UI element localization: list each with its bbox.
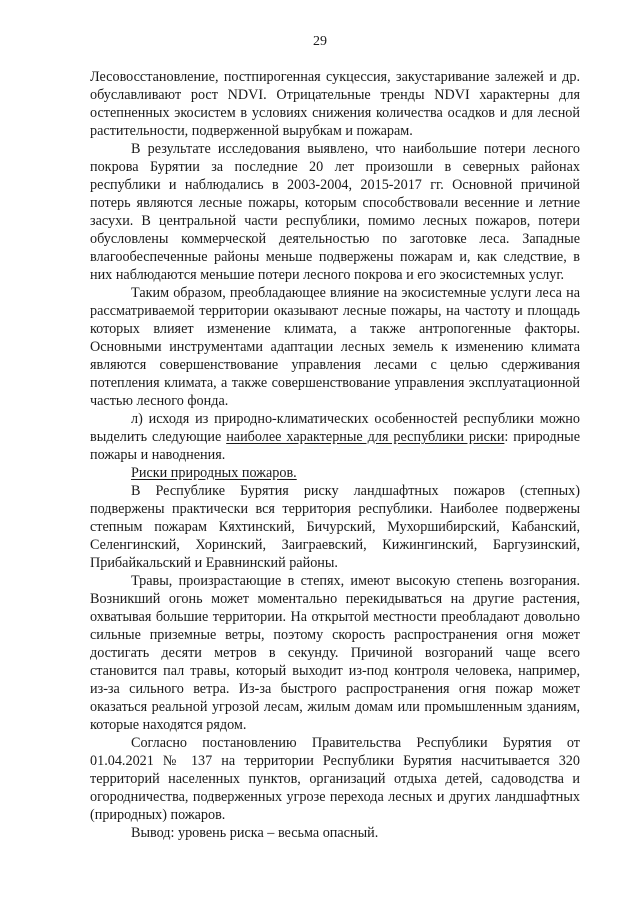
paragraph-forest-loss: В результате исследования выявлено, что наибольшие потери лесного покрова Бурятии за последние 20 лет произошли в северных районах республики и наблюдались в 2003-2004, 2015-2017 гг. Основной причиной потерь являются лесные пожары, которым способствовали весенние и летние засухи. В центральной части республики, помимо лесных пожаров, потери обусловлены коммерческой деятельностью по заготовке леса. Западные влагообеспеченные районы меньше подвержены пожарам и, как следствие, в них наблюдаются меньшие потери лесного покрова и его экосистемных услуг. — [90, 141, 580, 283]
paragraph-government-decree: Согласно постановлению Правительства Республики Бурятия от 01.04.2021 № 137 на территории Республики Бурятия насчитывается 320 территорий населенных пунктов, организаций отдыха детей, садоводства и огородничества, подверженных угрозе перехода лесных и других ландшафтных (природных) пожаров. — [90, 735, 580, 823]
risks-list-text: : природные пожары и наводнения. — [90, 429, 580, 463]
paragraph-risk-level: Вывод: уровень риска – весьма опасный. — [131, 825, 379, 841]
paragraph-steppe-fires: В Республике Бурятия риску ландшафтных пожаров (степных) подвержены практически вся территория республики. Наиболее подвержены степным пожарам Кяхтинский, Бичурский, Мухоршибирский, Кабанский, Селенгинский, Хоринский, Заиграевский, Кижингинский, Баргузинский, Прибайкальский и Еравнинский районы. — [90, 483, 580, 571]
paragraph-conclusion-fires: Таким образом, преобладающее влияние на экосистемные услуги леса на рассматриваемой территории оказывают лесные пожары, на частоту и площадь которых влияет изменение климата, а также антропогенные факторы. Основными инструментами адаптации лесных земель к изменению климата являются совершенствование управления лесами с целью сдерживания потепления климата, а также совершенствование управления эксплуатационной частью лесного фонда. — [90, 285, 580, 409]
paragraph-ndvi-trends: Лесовосстановление, постпирогенная сукцессия, закустаривание залежей и др. обуславливают рост NDVI. Отрицательные тренды NDVI характерны для остепненных экосистем в условиях снижения количества осадков и для лесной растительности, подверженной вырубкам и пожарам. — [90, 69, 580, 139]
paragraph-grass-flammability: Травы, произрастающие в степях, имеют высокую степень возгорания. Возникший огонь может моментально перекидываться на другие растения, охватывая большие территории. На открытой местности преобладают довольно сильные приземные ветры, поэтому скорость распространения огня может достигать десяти метров в секунду. Причиной возгораний чаще всего становится пал травы, который выходит из-под контроля человека, например, из-за сильного ветра. Из-за быстрого распространения огня пожар может оказаться реальной угрозой лесам, жилым домам или промышленным зданиям, которые находятся рядом. — [90, 573, 580, 733]
section-heading-fire-risks — [90, 464, 580, 482]
fire-risks-heading: Риски природных пожаров. — [131, 465, 297, 481]
document-body — [90, 68, 580, 842]
page-number: 29 — [313, 34, 327, 49]
risks-highlight: наиболее характерные для республики риски — [226, 429, 505, 445]
paragraph-risks-intro — [90, 410, 580, 464]
risks-intro-text: л) исходя из природно-климатических особенностей республики можно выделить следующие — [90, 411, 580, 445]
